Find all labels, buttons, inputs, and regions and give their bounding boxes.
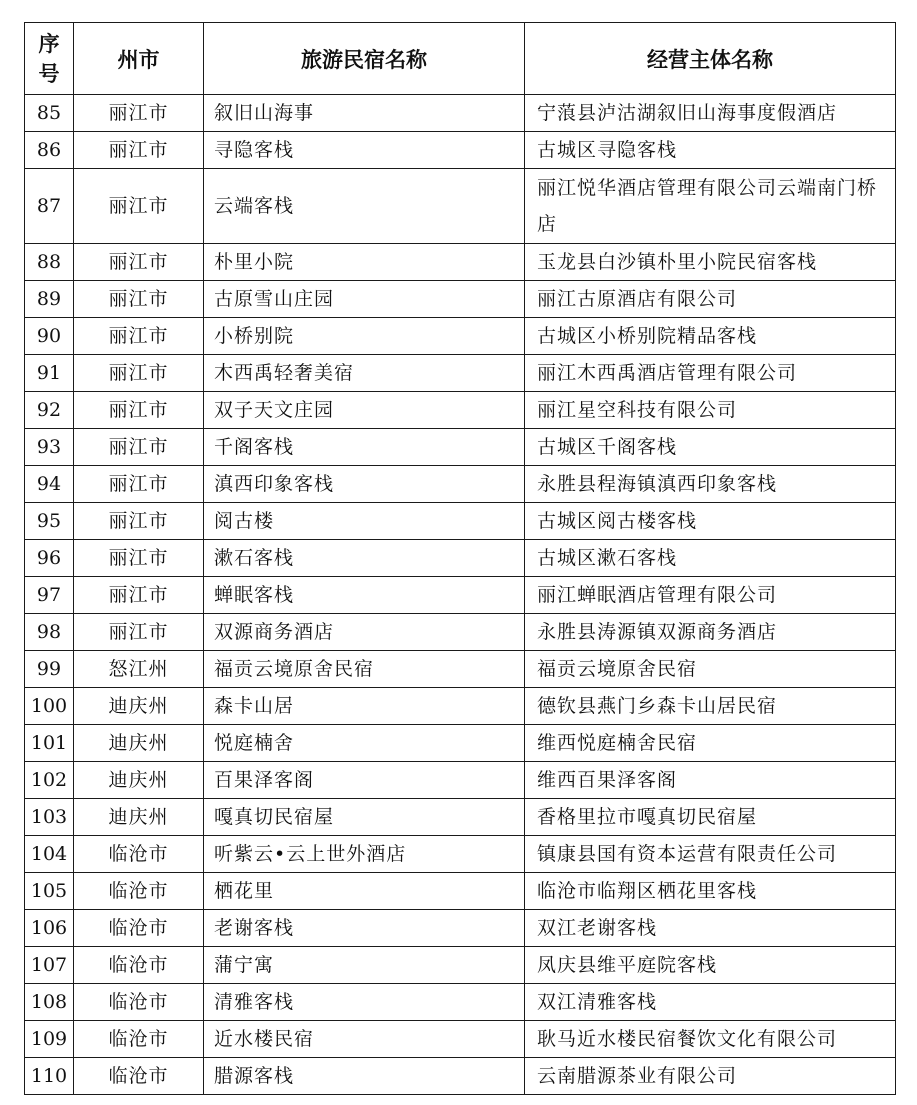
- row-city: 临沧市: [74, 1058, 204, 1095]
- row-operator-name: 玉龙县白沙镇朴里小院民宿客栈: [525, 244, 896, 281]
- row-homestay-name: 腊源客栈: [204, 1058, 525, 1095]
- row-homestay-name: 近水楼民宿: [204, 1021, 525, 1058]
- row-number: 96: [25, 540, 74, 577]
- table-row: [25, 95, 896, 132]
- table-row: [25, 1021, 896, 1058]
- header-seq-line1: 序: [38, 31, 60, 56]
- row-homestay-name: 双子天文庄园: [204, 392, 525, 429]
- row-number: 94: [25, 466, 74, 503]
- row-city: 临沧市: [74, 836, 204, 873]
- row-number: 91: [25, 355, 74, 392]
- row-number: 90: [25, 318, 74, 355]
- row-operator-name: 镇康县国有资本运营有限责任公司: [525, 836, 896, 873]
- row-number: 97: [25, 577, 74, 614]
- row-number: 110: [25, 1058, 74, 1095]
- row-city: 迪庆州: [74, 799, 204, 836]
- table-row: [25, 688, 896, 725]
- row-city: 丽江市: [74, 392, 204, 429]
- row-number: 93: [25, 429, 74, 466]
- table-row: [25, 503, 896, 540]
- row-number: 89: [25, 281, 74, 318]
- table-row: [25, 132, 896, 169]
- row-homestay-name: 寻隐客栈: [204, 132, 525, 169]
- row-operator-name: 凤庆县维平庭院客栈: [525, 947, 896, 984]
- row-homestay-name: 云端客栈: [204, 169, 525, 244]
- row-operator-name: 丽江古原酒店有限公司: [525, 281, 896, 318]
- row-homestay-name: 悦庭楠舍: [204, 725, 525, 762]
- row-number: 108: [25, 984, 74, 1021]
- row-number: 88: [25, 244, 74, 281]
- row-number: 105: [25, 873, 74, 910]
- row-number: 87: [25, 169, 74, 244]
- table-row: [25, 984, 896, 1021]
- table-row: [25, 799, 896, 836]
- header-operator-name: 经营主体名称: [525, 23, 896, 95]
- row-operator-name: 福贡云境原舍民宿: [525, 651, 896, 688]
- row-homestay-name: 千阁客栈: [204, 429, 525, 466]
- row-city: 临沧市: [74, 1021, 204, 1058]
- row-number: 95: [25, 503, 74, 540]
- row-number: 98: [25, 614, 74, 651]
- row-city: 临沧市: [74, 910, 204, 947]
- row-operator-name: 古城区漱石客栈: [525, 540, 896, 577]
- row-city: 迪庆州: [74, 688, 204, 725]
- row-city: 丽江市: [74, 355, 204, 392]
- row-homestay-name: 古原雪山庄园: [204, 281, 525, 318]
- row-homestay-name: 双源商务酒店: [204, 614, 525, 651]
- row-number: 92: [25, 392, 74, 429]
- row-operator-name: 云南腊源茶业有限公司: [525, 1058, 896, 1095]
- row-operator-name: 古城区小桥别院精品客栈: [525, 318, 896, 355]
- row-operator-name: 丽江悦华酒店管理有限公司云端南门桥店: [525, 169, 896, 244]
- table-row: [25, 392, 896, 429]
- row-operator-name: 耿马近水楼民宿餐饮文化有限公司: [525, 1021, 896, 1058]
- header-homestay-name: 旅游民宿名称: [204, 23, 525, 95]
- homestay-list-sheet: [24, 22, 895, 1095]
- row-homestay-name: 蒲宁寓: [204, 947, 525, 984]
- table-row: [25, 577, 896, 614]
- row-city: 丽江市: [74, 540, 204, 577]
- row-operator-name: 宁蒗县泸沽湖叙旧山海事度假酒店: [525, 95, 896, 132]
- row-homestay-name: 听紫云•云上世外酒店: [204, 836, 525, 873]
- row-homestay-name: 森卡山居: [204, 688, 525, 725]
- row-homestay-name: 木西禹轻奢美宿: [204, 355, 525, 392]
- table-row: [25, 836, 896, 873]
- row-homestay-name: 漱石客栈: [204, 540, 525, 577]
- row-number: 103: [25, 799, 74, 836]
- table-row: [25, 725, 896, 762]
- row-city: 丽江市: [74, 429, 204, 466]
- row-city: 丽江市: [74, 614, 204, 651]
- row-city: 临沧市: [74, 984, 204, 1021]
- row-homestay-name: 百果泽客阁: [204, 762, 525, 799]
- table-row: [25, 873, 896, 910]
- table-row: [25, 651, 896, 688]
- row-number: 104: [25, 836, 74, 873]
- table-row: [25, 466, 896, 503]
- row-homestay-name: 老谢客栈: [204, 910, 525, 947]
- row-number: 107: [25, 947, 74, 984]
- table-row: [25, 355, 896, 392]
- row-homestay-name: 小桥别院: [204, 318, 525, 355]
- row-homestay-name: 滇西印象客栈: [204, 466, 525, 503]
- row-operator-name: 永胜县程海镇滇西印象客栈: [525, 466, 896, 503]
- table-row: [25, 614, 896, 651]
- row-city: 丽江市: [74, 318, 204, 355]
- row-number: 109: [25, 1021, 74, 1058]
- table-body: [25, 95, 896, 1095]
- row-homestay-name: 阅古楼: [204, 503, 525, 540]
- header-city: 州市: [74, 23, 204, 95]
- row-operator-name: 德钦县燕门乡森卡山居民宿: [525, 688, 896, 725]
- row-operator-name: 古城区寻隐客栈: [525, 132, 896, 169]
- row-number: 85: [25, 95, 74, 132]
- table-header-row: [25, 23, 896, 95]
- row-operator-name: 香格里拉市嘎真切民宿屋: [525, 799, 896, 836]
- table-row: [25, 169, 896, 244]
- row-city: 临沧市: [74, 947, 204, 984]
- table-row: [25, 429, 896, 466]
- table-row: [25, 1058, 896, 1095]
- row-operator-name: 古城区阅古楼客栈: [525, 503, 896, 540]
- table-row: [25, 910, 896, 947]
- row-operator-name: 维西百果泽客阁: [525, 762, 896, 799]
- row-homestay-name: 栖花里: [204, 873, 525, 910]
- row-number: 106: [25, 910, 74, 947]
- row-number: 86: [25, 132, 74, 169]
- row-city: 丽江市: [74, 577, 204, 614]
- row-number: 100: [25, 688, 74, 725]
- row-operator-name: 维西悦庭楠舍民宿: [525, 725, 896, 762]
- row-city: 丽江市: [74, 244, 204, 281]
- table-row: [25, 281, 896, 318]
- row-city: 丽江市: [74, 466, 204, 503]
- row-city: 丽江市: [74, 503, 204, 540]
- table-row: [25, 318, 896, 355]
- table-row: [25, 540, 896, 577]
- header-seq: [25, 23, 74, 95]
- row-homestay-name: 嘎真切民宿屋: [204, 799, 525, 836]
- table-row: [25, 947, 896, 984]
- row-operator-name: 临沧市临翔区栖花里客栈: [525, 873, 896, 910]
- row-operator-name: 双江老谢客栈: [525, 910, 896, 947]
- row-homestay-name: 叙旧山海事: [204, 95, 525, 132]
- row-operator-name: 丽江木西禹酒店管理有限公司: [525, 355, 896, 392]
- row-homestay-name: 朴里小院: [204, 244, 525, 281]
- row-operator-name: 丽江蝉眠酒店管理有限公司: [525, 577, 896, 614]
- row-operator-name: 永胜县涛源镇双源商务酒店: [525, 614, 896, 651]
- row-city: 迪庆州: [74, 725, 204, 762]
- row-city: 丽江市: [74, 169, 204, 244]
- header-seq-line2: 号: [38, 61, 60, 86]
- row-number: 101: [25, 725, 74, 762]
- table-row: [25, 244, 896, 281]
- row-homestay-name: 清雅客栈: [204, 984, 525, 1021]
- table-row: [25, 762, 896, 799]
- row-number: 102: [25, 762, 74, 799]
- homestay-table: [24, 22, 896, 1095]
- row-homestay-name: 蝉眠客栈: [204, 577, 525, 614]
- row-city: 丽江市: [74, 132, 204, 169]
- row-operator-name: 丽江星空科技有限公司: [525, 392, 896, 429]
- row-city: 丽江市: [74, 95, 204, 132]
- row-city: 丽江市: [74, 281, 204, 318]
- row-city: 临沧市: [74, 873, 204, 910]
- row-homestay-name: 福贡云境原舍民宿: [204, 651, 525, 688]
- row-city: 迪庆州: [74, 762, 204, 799]
- row-operator-name: 双江清雅客栈: [525, 984, 896, 1021]
- row-number: 99: [25, 651, 74, 688]
- row-city: 怒江州: [74, 651, 204, 688]
- row-operator-name: 古城区千阁客栈: [525, 429, 896, 466]
